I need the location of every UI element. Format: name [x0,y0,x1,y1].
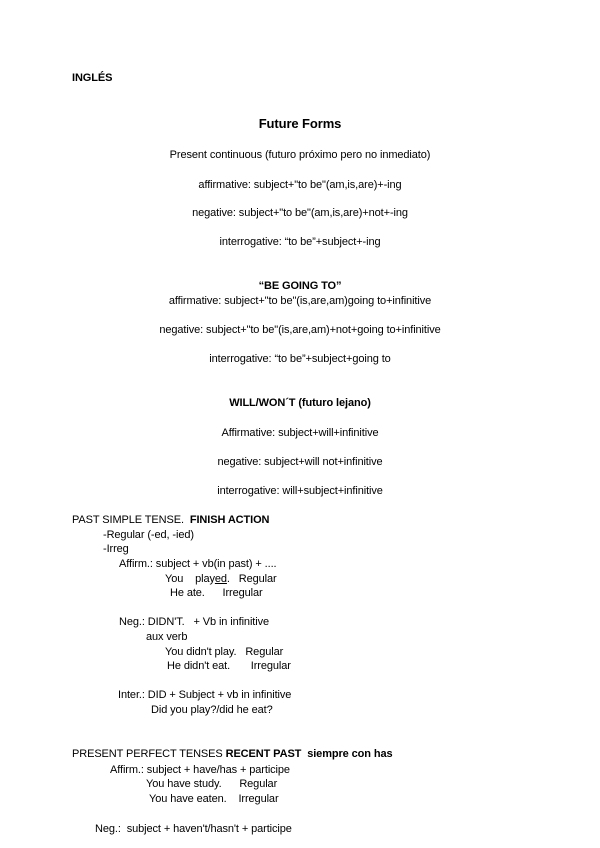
example-label: Irregular [250,660,291,672]
present-perfect-heading-text: PRESENT PERFECT TENSES [72,748,223,760]
past-simple-heading-bold: FINISH ACTION [189,514,270,526]
past-simple-neg: Neg.: DIDN'T. + Vb in infinitive [119,616,270,628]
present-perfect-heading [72,748,393,761]
present-continuous-affirmative: affirmative: subject+"to be"(am,is,are)+-ing [198,179,402,191]
past-simple-example-2 [170,587,263,600]
past-simple-aux: aux verb [146,631,188,643]
past-simple-neg-example-2 [167,660,291,673]
present-continuous-heading: Present continuous (futuro próximo pero no inmediato) [169,149,431,161]
past-simple-inter-example: Did you play?/did he eat? [151,704,273,716]
past-simple-affirm: Affirm.: subject + vb(in past) + .... [119,558,277,570]
example-label: Regular [239,778,278,790]
example-verb-stem: play [195,573,215,585]
example-label: Irregular [222,587,263,599]
past-simple-irreg: -Irreg [103,543,129,555]
example-text: You have study. [146,778,222,790]
will-heading: WILL/WON´T (futuro lejano) [229,397,371,409]
present-perfect-affirm: Affirm.: subject + have/has + participe [110,764,290,776]
present-perfect-neg: Neg.: subject + haven't/hasn't + participe [95,823,292,835]
example-verb-ending: ed [214,573,227,585]
example-text: He didn't eat. [167,660,231,672]
example-label: Regular [238,573,277,585]
present-perfect-heading-bold: RECENT PAST siempre con has [225,748,393,760]
example-subject: You [165,573,184,585]
past-simple-heading-text: PAST SIMPLE TENSE. [72,514,184,526]
present-perfect-example-2 [149,793,279,806]
will-affirmative: Affirmative: subject+will+infinitive [221,427,379,439]
going-to-negative: negative: subject+"to be"(is,are,am)+not+going to+infinitive [159,324,441,336]
present-perfect-example-1 [146,778,277,791]
going-to-interrogative: interrogative: “to be”+subject+going to [209,353,391,365]
page-title: Future Forms [258,116,342,131]
going-to-affirmative: affirmative: subject+"to be"(is,are,am)going to+infinitive [168,295,432,307]
going-to-heading: “BE GOING TO” [258,280,342,292]
example-label: Regular [245,646,284,658]
past-simple-heading [72,514,269,527]
past-simple-inter: Inter.: DID + Subject + vb in infinitive [118,689,292,701]
past-simple-neg-example-1 [165,646,283,659]
will-negative: negative: subject+will not+infinitive [217,456,383,468]
present-continuous-interrogative: interrogative: “to be”+subject+-ing [219,236,381,248]
example-label: Irregular [238,793,279,805]
present-continuous-negative: negative: subject+"to be"(am,is,are)+not+-ing [192,207,408,219]
subject-header: INGLÉS [72,72,113,84]
example-text: You didn't play. [165,646,237,658]
past-simple-example-1: You played. Regular [165,573,277,585]
example-text: He ate. [170,587,205,599]
will-interrogative: interrogative: will+subject+infinitive [217,485,383,497]
example-text: You have eaten. [149,793,227,805]
past-simple-regular: -Regular (-ed, -ied) [103,529,194,541]
